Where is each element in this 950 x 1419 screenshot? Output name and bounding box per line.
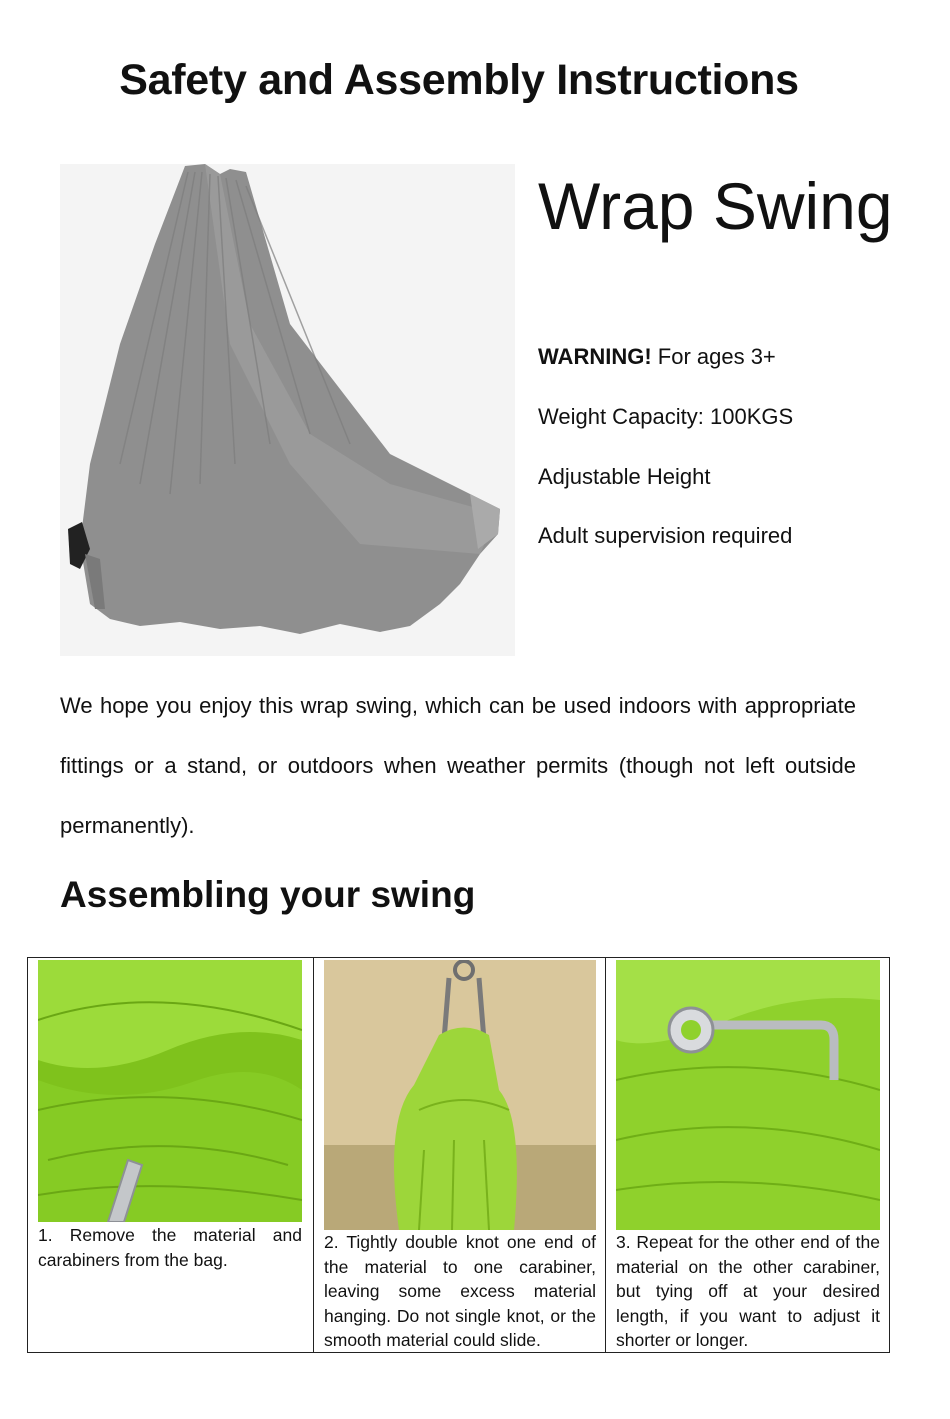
intro-paragraph: We hope you enjoy this wrap swing, which can be used indoors with appropriate fittings or a stand, or outdoors when weather permits (though not left outside permanently). [60, 693, 856, 838]
product-name: Wrap Swing [538, 169, 893, 243]
assembly-heading: Assembling your swing [60, 874, 476, 915]
step-2-text: 2. Tightly double knot one end of the material to one carabiner, leaving some excess material hanging. Do not single knot, or the smooth material could slide. [324, 1232, 596, 1350]
step-3-photo [616, 960, 880, 1230]
age-warning [538, 344, 776, 370]
page-title: Safety and Assembly Instructions [119, 56, 799, 104]
adjustable-height: Adjustable Height [538, 464, 711, 489]
wrap-swing-photo [60, 164, 515, 656]
step-3-text: 3. Repeat for the other end of the material on the other carabiner, but tying off at your desired length, if you want to adjust it shorter or longer. [616, 1232, 880, 1350]
warning-text: For ages 3+ [651, 344, 776, 369]
step-cell-1 [28, 958, 313, 1352]
step-1-photo [38, 960, 302, 1222]
assembly-steps-table [27, 957, 890, 1353]
step-cell-3 [605, 958, 891, 1352]
step-2-photo [324, 960, 596, 1230]
supervision-note: Adult supervision required [538, 523, 793, 548]
step-1-text: 1. Remove the material and carabiners from the bag. [38, 1225, 302, 1270]
weight-capacity: Weight Capacity: 100KGS [538, 404, 794, 429]
warning-label: WARNING! [538, 344, 652, 369]
step-cell-2 [313, 958, 605, 1352]
